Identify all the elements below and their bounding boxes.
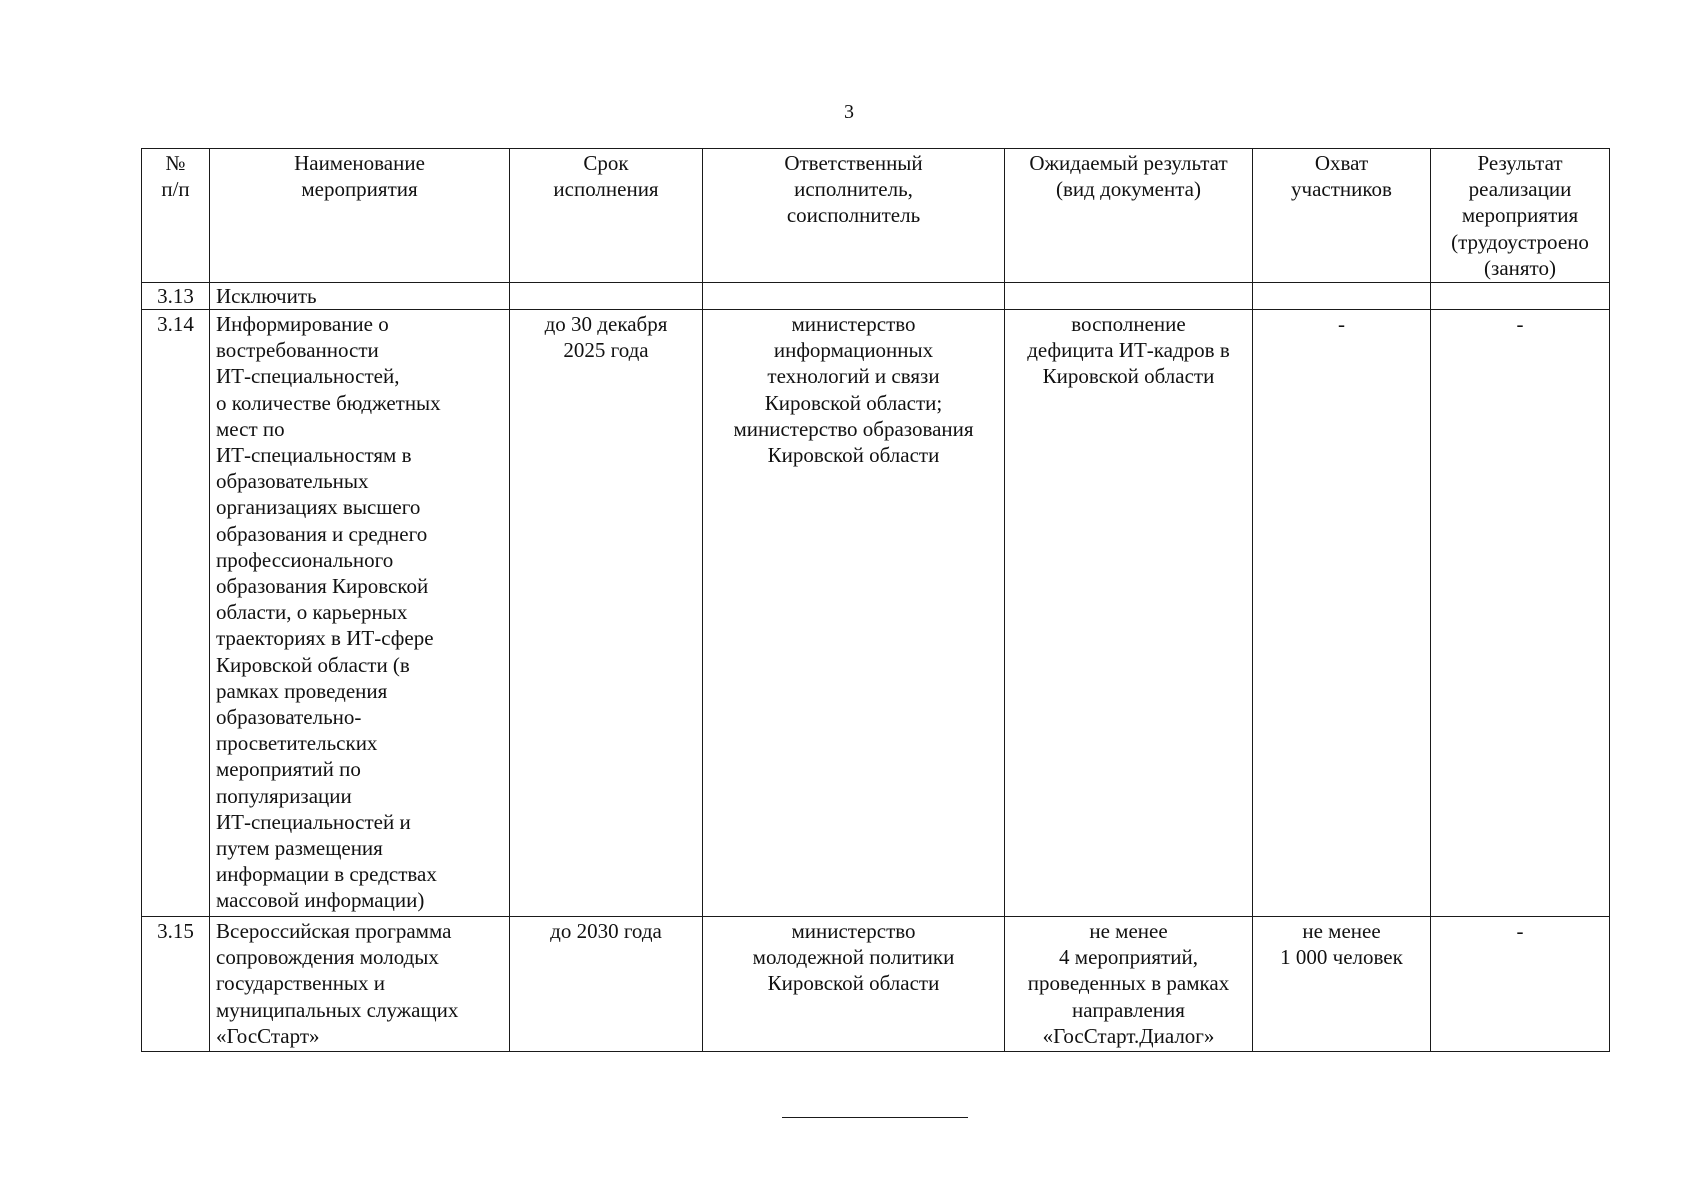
cell-text-line: Кировской области: [767, 971, 940, 996]
cell-text-line: №: [165, 151, 186, 175]
cell-text-line: Исключить: [216, 284, 317, 309]
cell-text-line: ИТ-специальностей,: [216, 364, 400, 389]
cell-text-line: образовательных: [216, 469, 369, 494]
cell-text-line: исполнитель,: [794, 177, 913, 202]
cell-text-line: массовой информации): [216, 888, 425, 913]
cell-text-line: Кировской области;: [764, 390, 943, 415]
table-row: [142, 310, 1610, 917]
row-number: 3.15: [142, 917, 210, 1052]
cell-text-line: -: [1516, 919, 1524, 944]
row-deadline: [510, 917, 703, 1052]
row-responsible: [703, 310, 1005, 917]
cell-text-line: Всероссийская программа: [216, 919, 452, 944]
cell-text-line: до 2030 года: [550, 919, 662, 944]
row-event-name: [210, 283, 510, 310]
cell-text-line: министерство: [791, 312, 916, 337]
cell-text-line: ИТ-специальностям в: [216, 443, 412, 468]
cell-text-line: Срок: [583, 151, 629, 175]
cell-text-line: ИТ-специальностей и: [216, 809, 411, 834]
row-outcome: [1431, 283, 1610, 310]
cell-text-line: Кировской области: [767, 443, 940, 468]
cell-text-line: проведенных в рамках: [1027, 971, 1230, 996]
cell-text-line: участников: [1291, 177, 1392, 202]
row-deadline: [510, 310, 703, 917]
cell-text-line: образовательно-: [216, 705, 362, 730]
cell-text-line: государственных и: [216, 971, 386, 996]
cell-text-line: -: [1338, 312, 1345, 337]
cell-text-line: технологий и связи: [767, 364, 940, 389]
cell-text-line: не менее: [1302, 919, 1381, 944]
cell-text-line: дефицита ИТ-кадров в: [1027, 338, 1230, 363]
cell-text-line: исполнения: [553, 177, 659, 202]
cell-text-line: мероприятий по: [216, 757, 361, 782]
row-deadline: [510, 283, 703, 310]
cell-text-line: Охват: [1314, 151, 1369, 175]
row-event-name: [210, 310, 510, 917]
cell-text-line: 2025 года: [563, 338, 649, 363]
header-event-name: [210, 149, 510, 283]
header-number: [142, 149, 210, 283]
cell-text-line: Кировской области: [1042, 364, 1215, 389]
cell-text-line: информационных: [773, 338, 934, 363]
cell-text-line: популяризации: [216, 783, 352, 808]
cell-text-line: образования и среднего: [216, 521, 428, 546]
cell-text-line: путем размещения: [216, 836, 383, 861]
table-row: [142, 283, 1610, 310]
cell-text-line: (занято): [1484, 255, 1556, 280]
row-event-name: [210, 917, 510, 1052]
end-of-document-rule: [782, 1117, 968, 1118]
cell-text-line: министерство: [791, 919, 916, 944]
cell-text-line: министерство образования: [733, 416, 974, 441]
cell-text-line: восполнение: [1071, 312, 1186, 337]
cell-text-line: Результат: [1477, 151, 1563, 175]
cell-text-line: Ожидаемый результат: [1029, 151, 1228, 175]
cell-text-line: 1 000 человек: [1280, 945, 1403, 970]
header-outcome: [1431, 149, 1610, 283]
row-number: 3.14: [142, 310, 210, 917]
cell-text-line: «ГосСтарт»: [216, 1023, 320, 1048]
table-row: [142, 917, 1610, 1052]
cell-text-line: востребованности: [216, 338, 379, 363]
row-responsible: [703, 283, 1005, 310]
cell-text-line: (трудоустроено: [1451, 229, 1589, 254]
cell-text-line: мест по: [216, 416, 285, 441]
row-expected-result: [1005, 310, 1253, 917]
cell-text-line: информации в средствах: [216, 862, 437, 887]
cell-text-line: молодежной политики: [752, 945, 955, 970]
cell-text-line: траекториях в ИТ-сфере: [216, 626, 434, 651]
header-expected-result: [1005, 149, 1253, 283]
row-coverage: [1253, 310, 1431, 917]
header-deadline: [510, 149, 703, 283]
cell-text-line: -: [1516, 312, 1524, 337]
cell-text-line: мероприятия: [1461, 203, 1579, 228]
cell-text-line: Информирование о: [216, 312, 389, 337]
cell-text-line: Ответственный: [784, 151, 923, 175]
row-coverage: [1253, 917, 1431, 1052]
row-expected-result: [1005, 283, 1253, 310]
cell-text-line: «ГосСтарт.Диалог»: [1042, 1023, 1215, 1048]
cell-text-line: до 30 декабря: [544, 312, 668, 337]
header-responsible: [703, 149, 1005, 283]
cell-text-line: образования Кировской: [216, 574, 429, 599]
cell-text-line: 4 мероприятий,: [1059, 945, 1198, 970]
row-coverage: [1253, 283, 1431, 310]
row-number: 3.13: [142, 283, 210, 310]
cell-text-line: просветительских: [216, 731, 378, 756]
cell-text-line: муниципальных служащих: [216, 997, 459, 1022]
row-expected-result: [1005, 917, 1253, 1052]
row-outcome: [1431, 917, 1610, 1052]
header-coverage: [1253, 149, 1431, 283]
cell-text-line: направления: [1072, 997, 1185, 1022]
cell-text-line: рамках проведения: [216, 678, 388, 703]
cell-text-line: мероприятия: [301, 177, 418, 202]
action-plan-table: [141, 148, 1610, 1052]
cell-text-line: соисполнитель: [786, 203, 921, 228]
cell-text-line: о количестве бюджетных: [216, 390, 441, 415]
cell-text-line: не менее: [1089, 919, 1168, 944]
cell-text-line: организациях высшего: [216, 495, 421, 520]
page-number: 3: [844, 101, 854, 123]
row-responsible: [703, 917, 1005, 1052]
table-header-row: [142, 149, 1610, 283]
cell-text-line: Наименование: [294, 151, 425, 175]
cell-text-line: реализации: [1468, 177, 1572, 202]
row-outcome: [1431, 310, 1610, 917]
cell-text-line: п/п: [161, 177, 190, 202]
cell-text-line: области, о карьерных: [216, 600, 408, 625]
cell-text-line: сопровождения молодых: [216, 945, 439, 970]
cell-text-line: профессионального: [216, 547, 394, 572]
cell-text-line: Кировской области (в: [216, 652, 410, 677]
cell-text-line: (вид документа): [1056, 177, 1201, 202]
